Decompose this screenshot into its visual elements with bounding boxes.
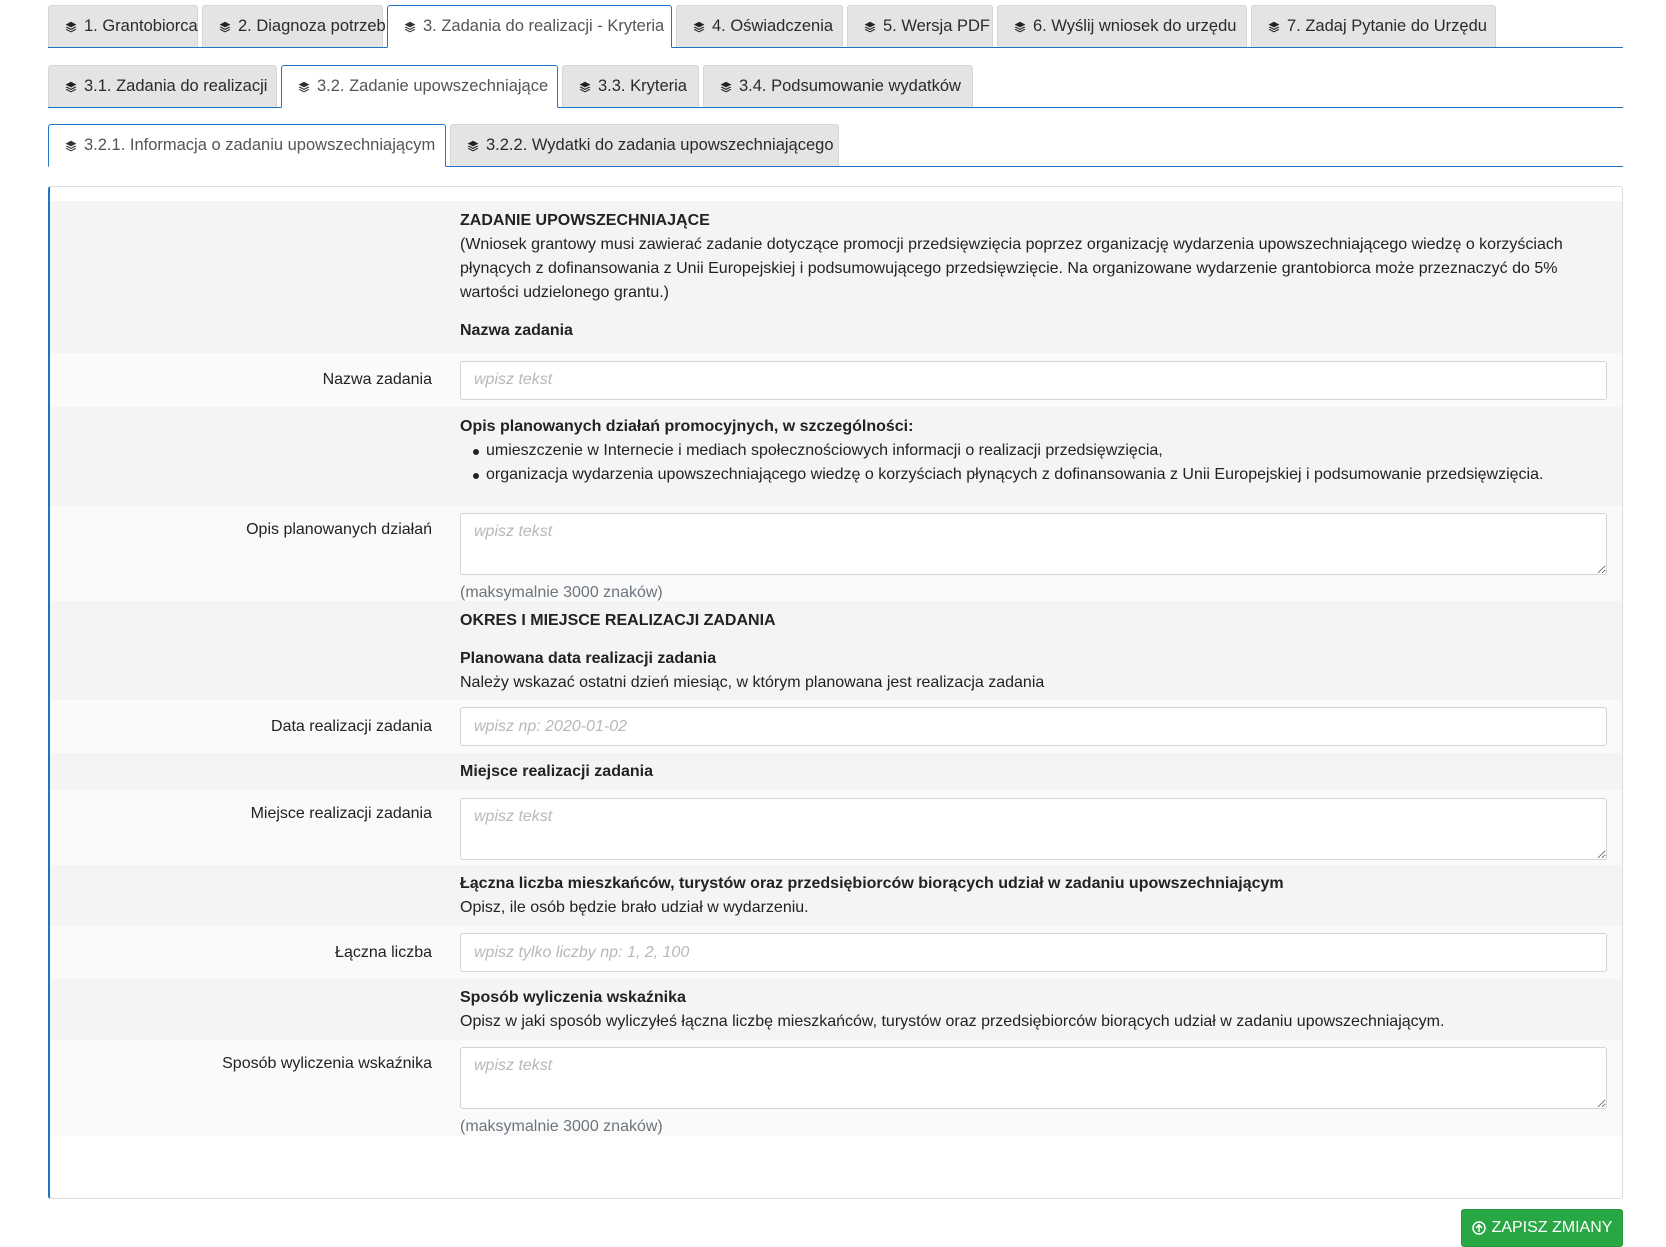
- save-button-label: ZAPISZ ZMIANY: [1491, 1219, 1613, 1236]
- miejsce-row: [50, 790, 1622, 865]
- opis-bullet: umieszczenie w Internecie i mediach społecznościowych informacji o realizacji przedsięwzięcia,: [486, 439, 1607, 463]
- tab-wyslij-wniosek[interactable]: [997, 5, 1247, 47]
- sposob-label: Sposób wyliczenia wskaźnika: [222, 1055, 432, 1072]
- tab-oswiadczenia[interactable]: [676, 5, 843, 47]
- tab-zadanie-upowszechniajace[interactable]: [281, 65, 558, 108]
- layers-icon: [65, 140, 77, 152]
- layers-icon: [467, 140, 479, 152]
- tab-label: 7. Zadaj Pytanie do Urzędu: [1287, 17, 1487, 35]
- layers-icon: [1268, 21, 1280, 33]
- opis-label: Opis planowanych działań: [246, 521, 432, 538]
- opis-textarea[interactable]: [460, 513, 1607, 575]
- opis-bullet: organizacja wydarzenia upowszechniającego wiedzę o korzyściach płynących z dofinansowania z Unii Europejskiej i podsumowanie przedsięwzięcia.: [486, 463, 1607, 487]
- tab-grantobiorca[interactable]: [48, 5, 198, 47]
- layers-icon: [693, 21, 705, 33]
- tab-zadania-kryteria[interactable]: [387, 5, 672, 48]
- layers-icon: [1014, 21, 1026, 33]
- data-label: Data realizacji zadania: [271, 717, 432, 735]
- tab-label: 5. Wersja PDF: [883, 17, 990, 35]
- liczba-description: Opisz, ile osób będzie brało udział w wydarzeniu.: [460, 899, 809, 916]
- nazwa-heading: Nazwa zadania: [460, 322, 573, 339]
- miejsce-textarea[interactable]: [460, 798, 1607, 860]
- section-title: ZADANIE UPOWSZECHNIAJĄCE: [460, 212, 710, 229]
- nazwa-input[interactable]: [460, 361, 1607, 400]
- layers-icon: [720, 81, 732, 93]
- section-opis: [50, 407, 1622, 506]
- sposob-row: [50, 1040, 1622, 1136]
- layers-icon: [219, 21, 231, 33]
- tab-label: 3.3. Kryteria: [598, 77, 687, 95]
- okres-title: OKRES I MIEJSCE REALIZACJI ZADANIA: [460, 612, 776, 629]
- miejsce-label: Miejsce realizacji zadania: [250, 805, 432, 822]
- tab-zadania-do-realizacji[interactable]: [48, 65, 277, 107]
- layers-icon: [404, 21, 416, 33]
- section-intro: [50, 201, 1622, 353]
- tab-label: 6. Wyślij wniosek do urzędu: [1033, 17, 1237, 35]
- tab-label: 3.1. Zadania do realizacji: [84, 77, 268, 95]
- save-changes-button[interactable]: [1461, 1209, 1623, 1247]
- layers-icon: [65, 21, 77, 33]
- section-okres: [50, 601, 1622, 700]
- sposob-textarea[interactable]: [460, 1047, 1607, 1109]
- tab-label: 3.4. Podsumowanie wydatków: [739, 77, 961, 95]
- subsub-tabs: [48, 125, 1623, 167]
- opis-row: [50, 506, 1622, 601]
- opis-bullet-list: [460, 439, 1607, 487]
- sposob-char-limit-hint: (maksymalnie 3000 znaków): [460, 1118, 663, 1135]
- main-tabs: [48, 6, 1623, 48]
- section-description: (Wniosek grantowy musi zawierać zadanie dotyczące promocji przedsięwzięcia poprzez organizację wydarzenia upowszechniającego wiedzę o korzyściach płynących z dofinansowania z Unii Europejskiej i podsumowującego przedsięwzięcie. Na organizowane wydarzenie grantobiorca może przeznaczyć do 5% wartości udzielonego grantu.): [460, 236, 1563, 301]
- tab-kryteria[interactable]: [562, 65, 699, 107]
- tab-label: 2. Diagnoza potrzeb: [238, 17, 386, 35]
- tab-label: 3. Zadania do realizacji - Kryteria: [423, 17, 665, 35]
- tab-diagnoza-potrzeb[interactable]: [202, 5, 386, 47]
- tab-label: 3.2.1. Informacja o zadaniu upowszechniającym: [84, 136, 436, 154]
- layers-icon: [65, 81, 77, 93]
- sub-tabs: [48, 66, 1623, 108]
- data-row: [50, 700, 1622, 753]
- section-sposob: [50, 979, 1622, 1040]
- opis-char-limit-hint: (maksymalnie 3000 znaków): [460, 584, 663, 601]
- liczba-heading: Łączna liczba mieszkańców, turystów oraz przedsiębiorców biorących udział w zadaniu upowszechniającym: [460, 875, 1284, 892]
- liczba-label: Łączna liczba: [335, 943, 432, 961]
- layers-icon: [579, 81, 591, 93]
- liczba-input[interactable]: [460, 933, 1607, 972]
- tab-label: 4. Oświadczenia: [712, 17, 834, 35]
- layers-icon: [298, 81, 310, 93]
- tab-wersja-pdf[interactable]: [847, 5, 993, 47]
- nazwa-row: [50, 353, 1622, 407]
- sposob-heading: Sposób wyliczenia wskaźnika: [460, 989, 686, 1006]
- liczba-row: [50, 926, 1622, 979]
- tab-label: 3.2.2. Wydatki do zadania upowszechniającego: [486, 136, 834, 154]
- tab-label: 3.2. Zadanie upowszechniające: [317, 77, 549, 95]
- layers-icon: [864, 21, 876, 33]
- opis-heading: Opis planowanych działań promocyjnych, w szczególności:: [460, 418, 914, 435]
- data-realizacji-input[interactable]: [460, 707, 1607, 746]
- tab-zadaj-pytanie[interactable]: [1251, 5, 1496, 47]
- data-description: Należy wskazać ostatni dzień miesiąc, w którym planowana jest realizacja zadania: [460, 674, 1045, 691]
- miejsce-heading: Miejsce realizacji zadania: [460, 763, 653, 780]
- tab-podsumowanie-wydatkow[interactable]: [703, 65, 973, 107]
- arrow-circle-icon: [1472, 1221, 1486, 1235]
- tab-informacja-o-zadaniu[interactable]: [48, 124, 446, 167]
- tab-wydatki-do-zadania[interactable]: [450, 124, 839, 166]
- nazwa-label: Nazwa zadania: [322, 371, 432, 388]
- section-miejsce: [50, 753, 1622, 790]
- section-liczba: [50, 865, 1622, 926]
- form-panel: [48, 186, 1623, 1199]
- data-heading: Planowana data realizacji zadania: [460, 650, 717, 667]
- tab-label: 1. Grantobiorca: [84, 17, 198, 35]
- sposob-description: Opisz w jaki sposób wyliczyłeś łączna liczbę mieszkańców, turystów oraz przedsiębiorców biorących udział w zadaniu upowszechniającym.: [460, 1013, 1445, 1030]
